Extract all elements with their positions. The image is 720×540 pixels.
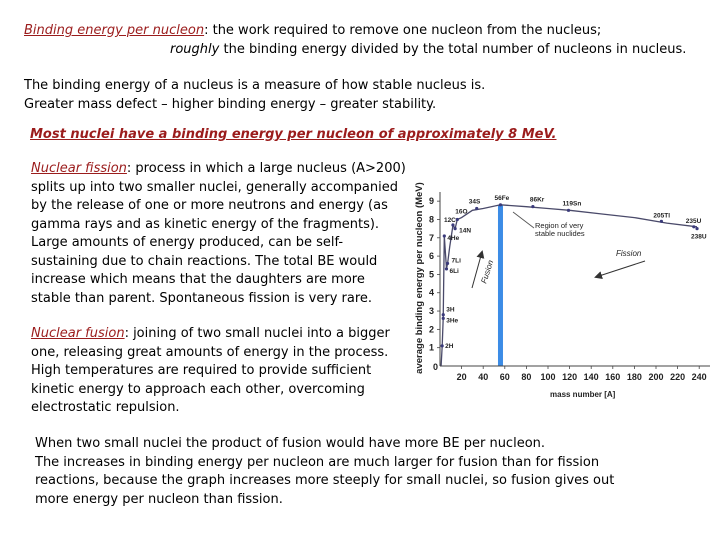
nuclide-label: 7Li [451,257,461,265]
nuclide-label: 3H [446,306,455,314]
stable-region-line-2: stable nuclides [535,229,585,238]
definition-line-2 [24,41,714,60]
x-tick-label: 220 [670,372,686,382]
y-tick-label: 3 [428,306,434,317]
y-tick-label: 2 [428,324,434,335]
fission-line: splits up into two smaller nuclei, generally accompanied [31,179,398,195]
fusion-annotation: Fusion [479,258,496,285]
x-tick-label: 240 [691,372,707,382]
x-tick-label: 200 [648,372,664,382]
nuclide-label: 3He [446,317,459,325]
fission-line: by the release of one or more neutrons and energy (as [31,198,388,213]
x-tick-label: 160 [605,372,621,382]
fission-line: increase which means that the daughters are more [31,272,365,287]
fission-line: sustaining due to chain reactions. The total BE would [31,253,378,269]
definition-roughly: roughly [170,41,220,57]
nuclide-point [660,220,663,223]
fusion-term: Nuclear fusion [31,326,125,341]
nuclide-label: 12C [443,216,456,224]
nuclide-point [442,313,445,316]
fusion-text-0: : joining of two small nuclei into a bigger [124,326,390,341]
stability-line-1: The binding energy of a nucleus is a measure of how stable nucleus is. [24,78,486,93]
fission-block [31,160,411,308]
x-tick-label: 80 [521,372,532,382]
x-tick-label: 20 [456,372,467,382]
binding-energy-chart [410,180,720,405]
x-tick-label: 180 [626,372,642,382]
fission-text-0: : process in which a large nucleus (A>200) [126,161,406,176]
fission-annotation: Fission [616,249,642,258]
stability-block [24,77,714,114]
stability-line-2: Greater mass defect – higher binding energy – greater stability. [24,96,437,112]
stable-region-pointer [513,212,534,228]
nuclide-label: 119Sn [562,200,582,208]
nuclide-label: 34S [468,198,481,206]
fusion-line: kinetic energy to approach each other, overcoming [31,381,365,397]
most-nuclei-statement: Most nuclei have a binding energy per nucleon of approximately 8 MeV. [30,127,557,142]
y-tick-label: 4 [428,287,434,298]
nuclide-label: 16O [455,208,468,216]
y-tick-label: 1 [428,342,434,353]
stable-region-line-1: Region of very [535,221,584,230]
x-tick-label: 60 [499,372,510,382]
conclusion-line: more energy per nucleon than fission. [35,491,283,507]
nuclide-label: 4He [447,234,460,242]
definition-text-2: the binding energy divided by the total number of nucleons in nucleus. [219,41,687,57]
fission-line: gamma rays and as kinetic energy of the fragments). [31,216,380,232]
nuclide-label: 14N [459,227,472,235]
fission-arrow [596,261,645,277]
nuclide-point [531,205,534,208]
y-tick-label: 7 [428,232,434,243]
y-tick-label: 9 [428,196,434,207]
conclusion-line: reactions, because the graph increases more steeply for small nuclei, so fusion gives out [35,473,615,488]
stable-region-annotation [535,221,585,238]
nuclide-point [443,234,446,237]
nuclide-point [499,203,502,206]
fusion-block [31,325,411,418]
x-tick-label: 140 [583,372,599,382]
nuclide-point [456,218,459,221]
y-tick-label: 5 [428,269,434,280]
fusion-line: one, releasing great amounts of energy in the process. [31,344,389,360]
definition-term: Binding energy per nucleon [24,23,205,38]
nuclide-point [454,227,457,230]
nuclide-label: 205Tl [653,212,671,220]
nuclide-label: 235U [685,217,702,225]
y-tick-label: 6 [428,251,434,262]
definition-text-1: : the work required to remove one nucleon from the nucleus; [204,23,602,38]
x-tick-label: 40 [478,372,489,382]
fusion-line-1 [31,325,411,344]
nuclide-label: 6Li [449,267,459,275]
fission-line: Large amounts of energy produced, can be self- [31,235,344,250]
nuclide-label: 56Fe [494,194,510,202]
nuclide-point [567,209,570,212]
fusion-line: High temperatures are required to provide sufficient [31,363,372,378]
conclusion-block [35,435,715,509]
definition-block [24,22,714,59]
conclusion-line: When two small nuclei the product of fusion would have more BE per nucleon. [35,436,546,451]
nuclide-point [695,227,698,230]
fission-term: Nuclear fission [31,161,127,176]
nuclide-label: 2H [445,342,454,350]
nuclide-point [692,225,695,228]
nuclide-label: 238U [691,233,707,241]
y-tick-label: 8 [428,214,434,225]
nuclide-point [446,262,449,265]
zero-label: 0 [432,362,438,372]
y-axis-label: average binding energy per nucleon (MeV) [414,182,425,374]
fusion-line: electrostatic repulsion. [31,400,180,415]
conclusion-line: The increases in binding energy per nucleon are much larger for fusion than for fission [35,454,600,470]
nuclide-point [445,267,448,270]
nuclide-point [442,317,445,320]
nuclide-point [441,344,444,347]
fission-line-1 [31,160,411,179]
fe56-highlight-band [498,205,503,366]
nuclide-label: 86Kr [529,196,545,204]
x-tick-label: 120 [562,372,578,382]
definition-line-1 [24,22,714,41]
fission-line: stable than parent. Spontaneous fission is very rare. [31,290,373,306]
x-tick-label: 100 [540,372,556,382]
nuclide-point [475,207,478,210]
x-axis-label: mass number [A] [550,390,616,399]
